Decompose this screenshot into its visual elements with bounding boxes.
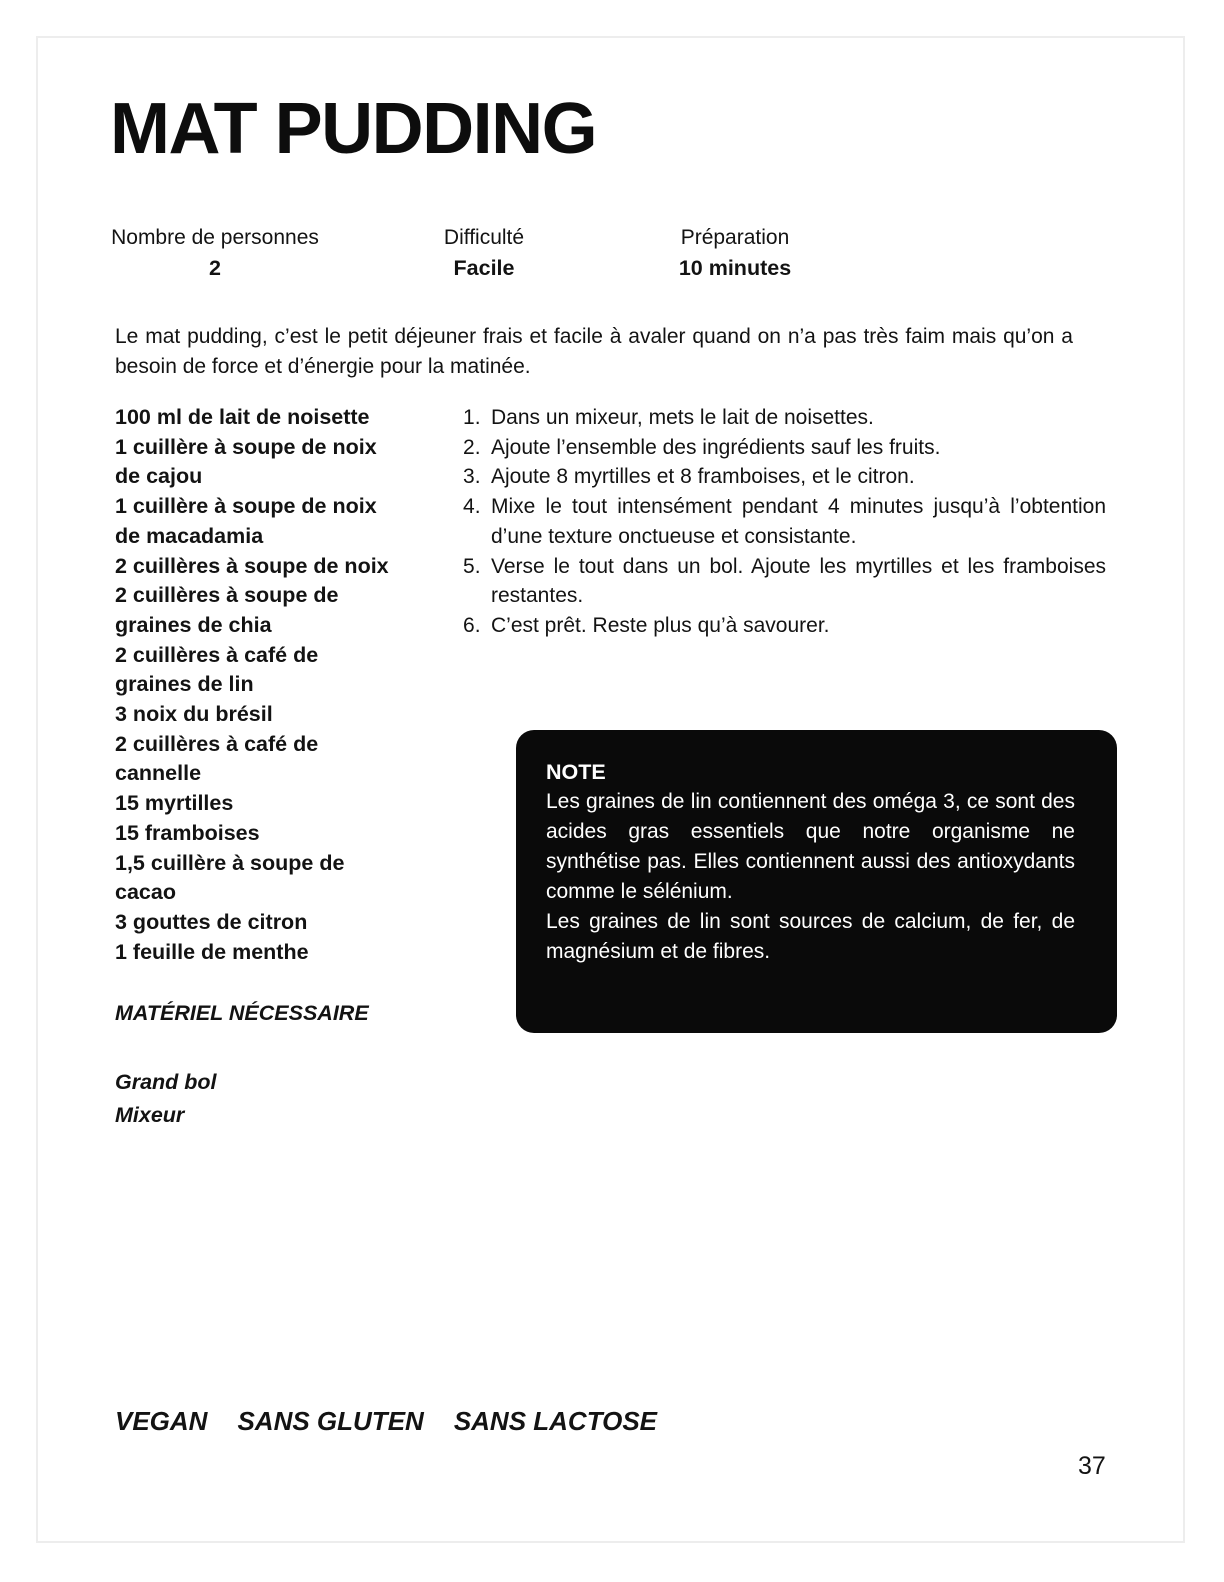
meta-preparation-value: 10 minutes: [678, 256, 792, 280]
ingredient-item: 1 cuillère à soupe de noix de macadamia: [115, 494, 377, 548]
ingredient-item: 1,5 cuillère à soupe de cacao: [115, 850, 345, 905]
meta-preparation: [625, 223, 845, 283]
ingredient-item: 15 myrtilles: [115, 791, 234, 816]
meta-difficulty-value: Facile: [453, 256, 515, 280]
meta-servings: [105, 223, 325, 283]
ingredient-item: 15 framboises: [115, 820, 260, 845]
intro-paragraph: Le mat pudding, c’est le petit déjeuner frais et facile à avaler quand on n’a pas très faim mais qu’on a besoin de force et d’énergie pour la matinée.: [115, 325, 1073, 378]
note-paragraph: Les graines de lin sont sources de calcium, de fer, de magnésium et de fibres.: [546, 910, 1075, 963]
ingredient-item: 3 noix du brésil: [115, 702, 273, 727]
step-item: Verse le tout dans un bol. Ajoute les myrtilles et les framboises restantes.: [491, 554, 1106, 608]
materiel-heading: MATÉRIEL NÉCESSAIRE: [115, 1001, 369, 1025]
ingredient-item: 2 cuillères à café de graines de lin: [115, 642, 319, 697]
ingredient-item: 100 ml de lait de noisette: [115, 405, 370, 429]
step-item: Ajoute 8 myrtilles et 8 framboises, et le citron.: [491, 465, 915, 489]
meta-difficulty-label: Difficulté: [443, 226, 525, 249]
ingredient-item: 2 cuillères à soupe de noix: [115, 553, 389, 578]
ingredient-item: 2 cuillères à soupe de graines de chia: [115, 583, 339, 637]
note-box: [516, 730, 1117, 1033]
steps-list: [463, 403, 1106, 641]
meta-servings-value: 2: [209, 256, 221, 280]
page-number: 37: [1078, 1452, 1106, 1480]
ingredient-item: 1 feuille de menthe: [115, 939, 309, 964]
step-item: Dans un mixeur, mets le lait de noisettes.: [491, 406, 874, 429]
page-title: MAT PUDDING: [110, 89, 597, 169]
tag-gluten-free: SANS GLUTEN: [237, 1406, 424, 1436]
step-item: Mixe le tout intensément pendant 4 minutes jusqu’à l’obtention d’une texture onctueuse et consistante.: [491, 495, 1106, 548]
materiel-item: Grand bol: [115, 1070, 217, 1094]
ingredients-list: [115, 403, 397, 967]
diet-tags: [115, 1408, 657, 1434]
tag-lactose-free: SANS LACTOSE: [453, 1406, 658, 1436]
meta-preparation-label: Préparation: [680, 226, 790, 249]
step-item: Ajoute l’ensemble des ingrédients sauf les fruits.: [491, 435, 941, 459]
ingredient-item: 3 gouttes de citron: [115, 909, 308, 934]
meta-servings-label: Nombre de personnes: [111, 226, 319, 249]
materiel-list: [115, 1066, 217, 1132]
tag-vegan: VEGAN: [115, 1406, 208, 1436]
note-paragraph: Les graines de lin contiennent des oméga 3, ce sont des acides gras essentiels que notre organisme ne synthétise pas. Elles contiennent aussi des antioxydants comme le sélénium.: [546, 790, 1075, 903]
materiel-item: Mixeur: [115, 1103, 185, 1127]
ingredient-item: 2 cuillères à café de cannelle: [115, 731, 319, 786]
meta-difficulty: [374, 223, 594, 283]
ingredient-item: 1 cuillère à soupe de noix de cajou: [115, 434, 377, 489]
note-title: NOTE: [546, 760, 606, 784]
step-item: C’est prêt. Reste plus qu’à savourer.: [491, 613, 830, 637]
